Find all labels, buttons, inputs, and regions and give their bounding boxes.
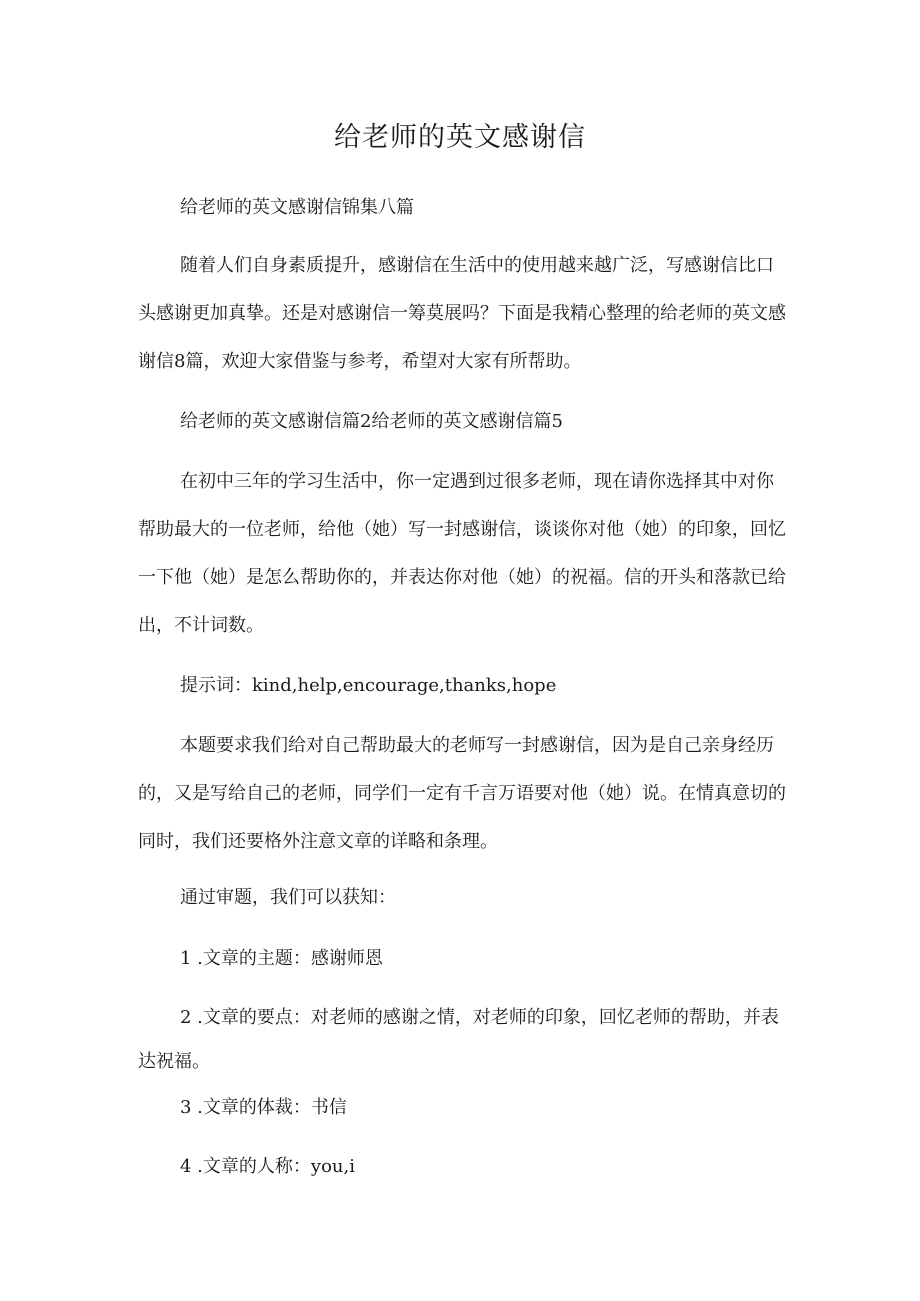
document-title: 给老师的英文感谢信 (334, 122, 586, 153)
list-item: 1 .文章的主题：感谢师恩 (180, 948, 383, 969)
list-item: 4 .文章的人称：you,i (180, 1156, 355, 1177)
document-subtitle: 给老师的英文感谢信锦集八篇 (180, 197, 414, 218)
intro-paragraph: 随着人们自身素质提升，感谢信在生活中的使用越来越广泛，写感谢信比口头感谢更加真挚。还是对感谢信一筹莫展吗？下面是我精心整理的给老师的英文感谢信8篇，欢迎大家借鉴与参考，希望对大家有所帮助。 (138, 255, 786, 372)
review-paragraph: 通过审题，我们可以获知： (180, 887, 396, 908)
list-item: 2 .文章的要点：对老师的感谢之情，对老师的印象，回忆老师的帮助，并表达祝福。 (138, 1007, 779, 1072)
list-item: 3 .文章的体裁：书信 (180, 1097, 347, 1118)
task-paragraph: 在初中三年的学习生活中，你一定遇到过很多老师，现在请你选择其中对你帮助最大的一位老师，给他（她）写一封感谢信，谈谈你对他（她）的印象，回忆一下他（她）是怎么帮助你的，并表达你对他（她）的祝福。信的开头和落款已给出，不计词数。 (138, 471, 786, 636)
hint-words: 提示词：kind,help,encourage,thanks,hope (180, 675, 557, 696)
section-heading: 给老师的英文感谢信篇2给老师的英文感谢信篇5 (180, 411, 563, 432)
analysis-paragraph: 本题要求我们给对自己帮助最大的老师写一封感谢信，因为是自己亲身经历的，又是写给自己的老师，同学们一定有千言万语要对他（她）说。在情真意切的同时，我们还要格外注意文章的详略和条理。 (138, 735, 786, 852)
